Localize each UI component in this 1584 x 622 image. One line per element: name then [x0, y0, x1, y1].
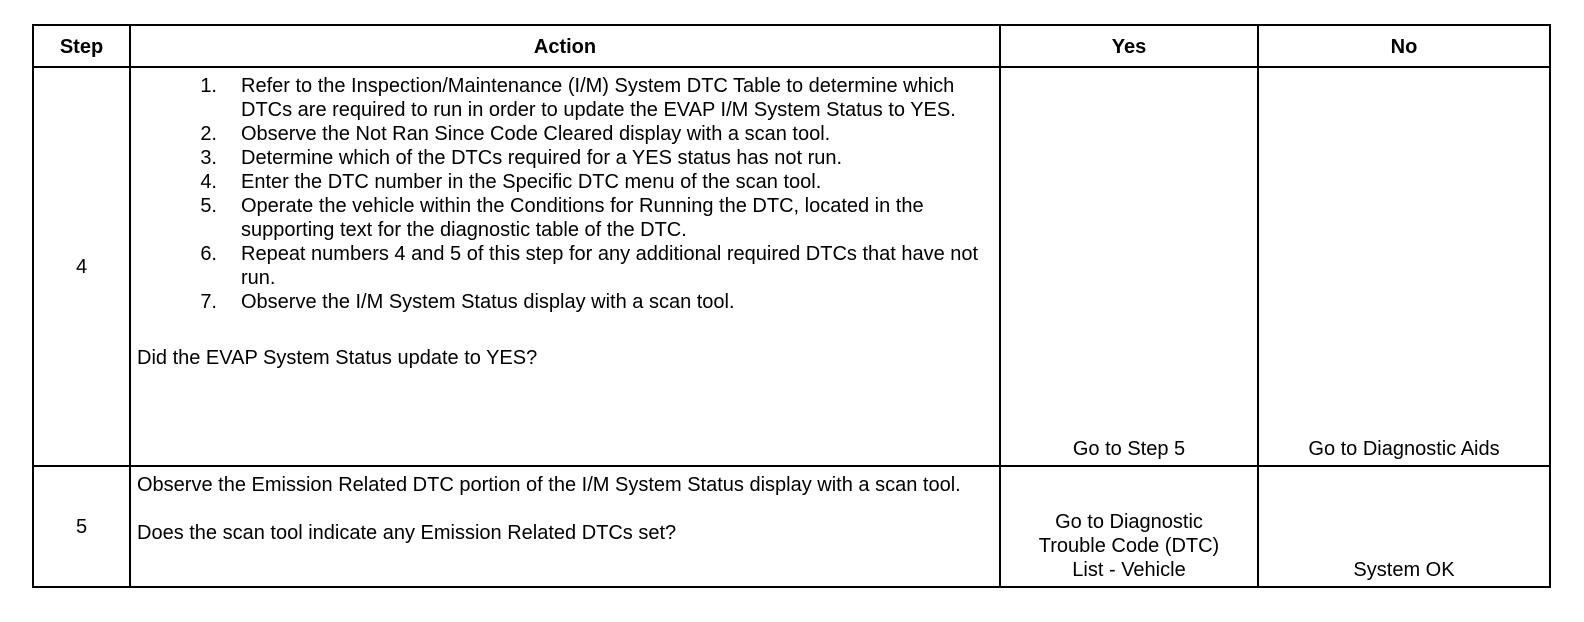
step-number: 5 [33, 466, 130, 587]
list-item-text: Refer to the Inspection/Maintenance (I/M) System DTC Table to determine which DTCs are required to run in order to update the EVAP I/M System Status to YES. [241, 75, 956, 121]
yes-result-line: Go to Diagnostic [1055, 511, 1203, 533]
list-item [137, 242, 993, 290]
yes-result-line: List - Vehicle [1072, 559, 1186, 581]
header-action: Action [130, 25, 1000, 67]
list-item-text: Repeat numbers 4 and 5 of this step for any additional required DTCs that have not run. [241, 243, 979, 289]
list-item [137, 170, 993, 194]
list-item-number: 4. [200, 171, 217, 193]
table-row-step-4 [33, 67, 1550, 466]
list-item-number: 2. [200, 123, 217, 145]
list-item-text: Enter the DTC number in the Specific DTC menu of the scan tool. [241, 171, 822, 193]
list-item-text: Observe the Not Ran Since Code Cleared display with a scan tool. [241, 123, 831, 145]
diagnostic-table [32, 24, 1551, 588]
step-instruction: Observe the Emission Related DTC portion of the I/M System Status display with a scan tool. [137, 474, 961, 496]
yes-result: Go to Step 5 [1000, 67, 1258, 466]
header-row [33, 25, 1550, 67]
yes-result [1000, 466, 1258, 587]
list-item [137, 290, 993, 314]
list-item [137, 146, 993, 170]
list-item [137, 194, 993, 242]
table-row-step-5 [33, 466, 1550, 587]
list-item-number: 5. [200, 195, 217, 217]
list-item-text: Observe the I/M System Status display with a scan tool. [241, 291, 735, 313]
list-item-number: 3. [200, 147, 217, 169]
diagnostic-table-wrapper [32, 24, 1549, 588]
header-yes: Yes [1000, 25, 1258, 67]
list-item-number: 6. [200, 243, 217, 265]
step-question: Does the scan tool indicate any Emission Related DTCs set? [137, 522, 677, 544]
no-result: System OK [1258, 466, 1550, 587]
no-result: Go to Diagnostic Aids [1258, 67, 1550, 466]
list-item-text: Operate the vehicle within the Conditions for Running the DTC, located in the supporting text for the diagnostic table of the DTC. [241, 195, 924, 241]
action-steps-list [137, 74, 993, 314]
list-item-number: 7. [200, 291, 217, 313]
list-item-text: Determine which of the DTCs required for a YES status has not run. [241, 147, 843, 169]
header-step: Step [33, 25, 130, 67]
action-cell [130, 466, 1000, 587]
list-item-number: 1. [200, 75, 217, 97]
list-item [137, 74, 993, 122]
step-number: 4 [33, 67, 130, 466]
step-question: Did the EVAP System Status update to YES? [137, 347, 538, 369]
list-item [137, 122, 993, 146]
header-no: No [1258, 25, 1550, 67]
yes-result-line: Trouble Code (DTC) [1038, 535, 1220, 557]
action-cell [130, 67, 1000, 466]
